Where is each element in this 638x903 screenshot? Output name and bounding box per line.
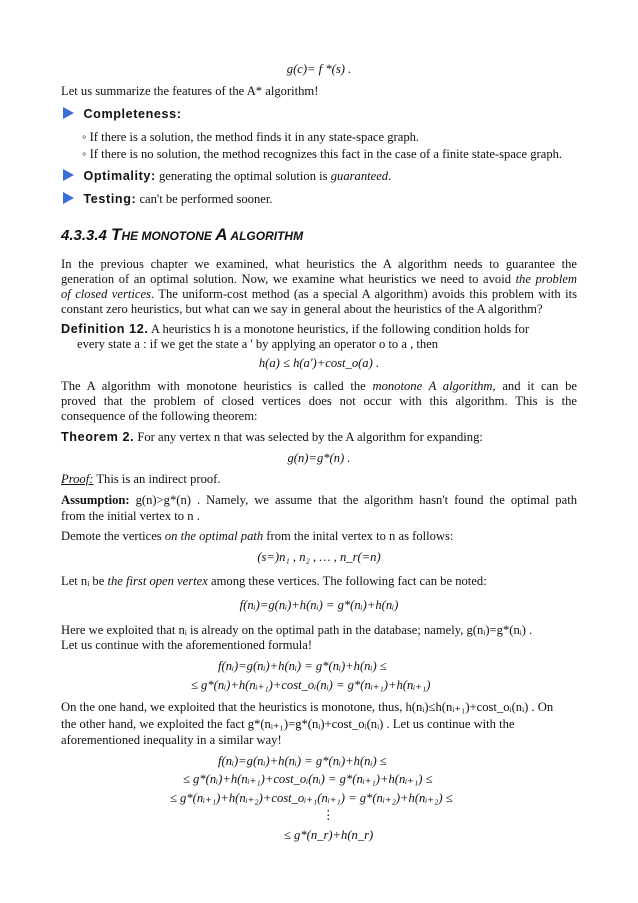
heading-cap-a: A [215,225,228,244]
let-text: Let nᵢ be [61,574,108,588]
vertex-sequence: (s=)n₁ , n₂ , … , n_r(=n) [257,550,381,564]
chain-2-line-1: f(nᵢ)=g(nᵢ)+h(nᵢ) = g*(nᵢ)+h(nᵢ) ≤ [218,754,387,768]
theorem-label: Theorem 2. [61,430,135,444]
optimality-end: . [388,169,392,183]
let-line [61,574,487,589]
p2-text-2: and it can be [495,379,578,393]
proof-line [61,472,221,487]
f-equation: f(nᵢ)=g(nᵢ)+h(nᵢ) = g*(nᵢ)+h(nᵢ) [239,598,399,612]
heading-end: ALGORITHM [227,229,304,243]
monotone-line-3: aforementioned inequality in a similar way! [61,733,282,747]
chain-2-line-3: ≤ g*(nᵢ₊₁)+h(nᵢ₊₂)+cost_oᵢ₊₁(nᵢ₊₁) = g*(nᵢ₊₂)+h(nᵢ₊₂) ≤ [170,791,453,805]
paragraph-2-line-3: consequence of the following theorem: [61,409,258,423]
paragraph-2-line-2: proved that the problem of closed vertices does not occur with this algorithm. This is the [61,394,577,408]
chain-2-line-5: ≤ g*(n_r)+h(n_r) [284,828,374,842]
paragraph-1-line-1: In the previous chapter we examined, what heuristics the A algorithm needs to guarantee the [61,257,577,271]
here-line-1: Here we exploited that nᵢ is already on the optimal path in the database; namely, g(nᵢ)=g*(nᵢ) . [61,623,533,637]
completeness-label: Completeness: [83,107,182,121]
assumption-label: Assumption: [61,493,130,507]
theorem-text: For any vertex n that was selected by the A algorithm for expanding: [134,430,483,444]
demote-text-2: from the inital vertex to n as follows: [263,529,454,543]
p1-em: the problem [515,272,578,286]
theorem-equation: g(n)=g*(n) . [287,451,351,465]
paragraph-1-line-4: constant zero heuristics, but what can we say in general about the heuristics of the A algorithm? [61,302,543,316]
chain-2-line-2: ≤ g*(nᵢ)+h(nᵢ₊₁)+cost_oᵢ(nᵢ) = g*(nᵢ₊₁)+h(nᵢ₊₁) ≤ [183,772,433,786]
optimality-em: guaranteed [330,169,389,183]
here-line-2: Let us continue with the aforementioned formula! [61,638,313,652]
equation-gc: g(c)= f *(s) . [286,62,352,76]
paragraph-1-line-2 [61,272,577,287]
paragraph-1-line-3 [61,287,577,302]
assumption-text: g(n)>g*(n) . Namely, we assume that the algorithm hasn't found the optimal path [129,493,577,507]
optimality-item [63,169,391,184]
chain-1-line-2: ≤ g*(nᵢ)+h(nᵢ₊₁)+cost_oᵢ(nᵢ) = g*(nᵢ₊₁)+h(nᵢ₊₁) [191,678,431,692]
let-text-2: among these vertices. The following fact can be noted: [207,574,487,588]
monotone-line-1: On the one hand, we exploited that the heuristics is monotone, thus, h(nᵢ)≤h(nᵢ₊₁)+cost_oᵢ(nᵢ) . On [61,700,554,714]
paragraph-2-line-1 [61,379,577,394]
testing-text: can't be performed sooner. [139,192,273,206]
completeness-item [63,107,182,122]
p2-text: The A algorithm with monotone heuristics is called the [61,379,373,393]
assumption-line-1 [61,493,577,508]
heading-mid: HE MONOTONE [121,229,216,243]
triangle-bullet-icon [63,192,74,204]
chain-2-vdots: ⋮ [322,808,335,822]
proof-text: This is an indirect proof. [93,472,221,486]
let-em: the first open vertex [107,574,208,588]
p1-text-2: . The uniform-cost method (as a special A algorithm) avoids this problem with its [150,287,577,301]
proof-label: Proof: [61,472,94,486]
summary-intro: Let us summarize the features of the A* algorithm! [61,84,319,98]
triangle-bullet-icon [63,107,74,119]
definition-text: A heuristics h is a monotone heuristics, if the following condition holds for [148,322,530,336]
assumption-line-2: from the initial vertex to n . [61,509,200,523]
definition-12-line-2: every state a : if we get the state a ' by applying an operator o to a , then [77,337,439,351]
triangle-bullet-icon [63,169,74,181]
testing-item [63,192,273,207]
chain-1-line-1: f(nᵢ)=g(nᵢ)+h(nᵢ) = g*(nᵢ)+h(nᵢ) ≤ [218,659,387,673]
definition-label: Definition 12. [61,322,149,336]
definition-equation: h(a) ≤ h(a')+cost_o(a) . [258,356,380,370]
section-heading [61,227,303,244]
p1-em-2: of closed vertices [61,287,151,301]
monotone-line-2: the other hand, we exploited the fact g*(nᵢ₊₁)=g*(nᵢ)+cost_oᵢ(nᵢ) . Let us continue with the [61,717,515,731]
completeness-point-2: ◦ If there is no solution, the method recognizes this fact in the case of a finite state-space graph. [82,147,563,161]
p1-text: generation of an optimal solution. Now, we examine what heuristics we need to avoid [61,272,516,286]
p2-em: monotone A algorithm, [372,379,496,393]
demote-line [61,529,453,544]
demote-text: Demote the vertices [61,529,165,543]
completeness-point-1: ◦ If there is a solution, the method finds it in any state-space graph. [82,130,420,144]
heading-cap-t: T [111,225,122,244]
optimality-text: generating the optimal solution is [158,169,331,183]
theorem-2 [61,430,483,445]
demote-em: on the optimal path [164,529,264,543]
testing-label: Testing: [83,192,137,206]
optimality-label: Optimality: [83,169,156,183]
heading-number: 4.3.3.4 [61,227,112,244]
definition-12-line-1 [61,322,577,337]
